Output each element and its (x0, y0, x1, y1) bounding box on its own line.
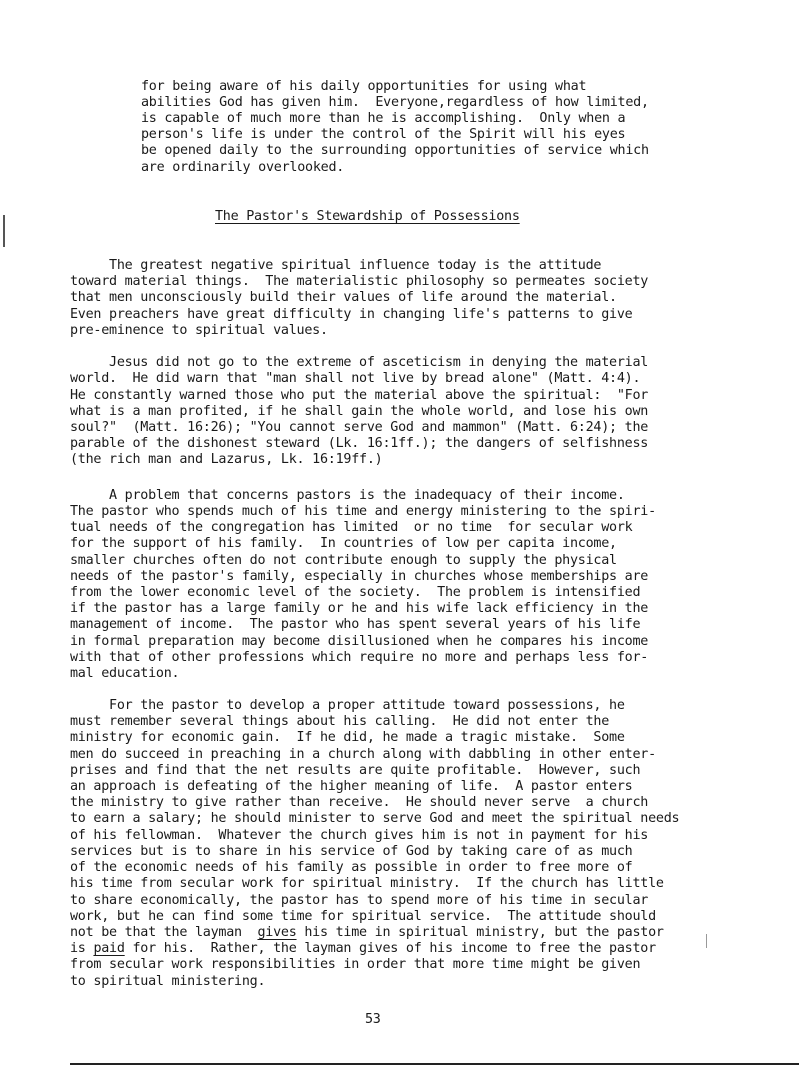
paragraph-1-line: The greatest negative spiritual influence today is the attitude (70, 258, 602, 273)
intro-line: abilities God has given him. Everyone,regardless of how limited, (141, 95, 649, 110)
intro-line: be opened daily to the surrounding opportunities of service which (141, 143, 649, 158)
paragraph-4-line: of the economic needs of his family as possible in order to free more of (70, 860, 633, 875)
paragraph-3-line: from the lower economic level of the society. The problem is intensified (70, 585, 641, 600)
paragraph-4-line (70, 925, 664, 941)
underlined-word-gives: gives (257, 925, 297, 940)
paragraph-3-line: mal education. (70, 666, 180, 681)
paragraph-4-line: For the pastor to develop a proper attitude toward possessions, he (70, 698, 625, 713)
paragraph-2-line: what is a man profited, if he shall gain the whole world, and lose his own (70, 404, 649, 419)
paragraph-3-line: management of income. The pastor who has spent several years of his life (70, 617, 641, 632)
paragraph-4-line: prises and find that the net results are quite profitable. However, such (70, 763, 641, 778)
paragraph-3-line: with that of other professions which require no more and perhaps less for- (70, 650, 649, 665)
paragraph-4-line: an approach is defeating of the higher meaning of life. A pastor enters (70, 779, 633, 794)
paragraph-3-line: tual needs of the congregation has limited or no time for secular work (70, 520, 633, 535)
paragraph-1-line: Even preachers have great difficulty in changing life's patterns to give (70, 307, 633, 322)
paragraph-4-line: work, but he can find some time for spiritual service. The attitude should (70, 909, 656, 924)
paragraph-3-line: in formal preparation may become disillusioned when he compares his income (70, 634, 649, 649)
paragraph-2-line: parable of the dishonest steward (Lk. 16:1ff.); the dangers of selfishness (70, 436, 649, 451)
paragraph-3-line: The pastor who spends much of his time and energy ministering to the spiri- (70, 504, 656, 519)
underlined-word-paid: paid (93, 941, 125, 956)
paragraph-2-line: (the rich man and Lazarus, Lk. 16:19ff.) (70, 452, 383, 467)
paragraph-4-line: to share economically, the pastor has to spend more of his time in secular (70, 893, 649, 908)
intro-line: person's life is under the control of the Spirit will his eyes (141, 127, 626, 142)
line-text: is (70, 941, 94, 956)
intro-line: is capable of much more than he is accomplishing. Only when a (141, 111, 626, 126)
paragraph-4-line: his time from secular work for spiritual ministry. If the church has little (70, 876, 664, 891)
paragraph-3-line: needs of the pastor's family, especially in churches whose memberships are (70, 569, 649, 584)
paragraph-2-line: world. He did warn that "man shall not live by bread alone" (Matt. 4:4). (70, 371, 641, 386)
section-heading: The Pastor's Stewardship of Possessions (215, 209, 520, 224)
line-text: for his. Rather, the layman gives of his income to free the pastor (124, 941, 656, 956)
paragraph-3-line: if the pastor has a large family or he and his wife lack efficiency in the (70, 601, 649, 616)
scan-mark (706, 934, 707, 948)
paragraph-1-line: pre-eminence to spiritual values. (70, 323, 328, 338)
paragraph-4-line: to spiritual ministering. (70, 974, 266, 989)
paragraph-4-line: the ministry to give rather than receive. He should never serve a church (70, 795, 649, 810)
paragraph-4-line: to earn a salary; he should minister to serve God and meet the spiritual needs (70, 811, 680, 826)
paragraph-1-line: that men unconsciously build their values of life around the material. (70, 290, 617, 305)
paragraph-2-line: Jesus did not go to the extreme of asceticism in denying the material (70, 355, 649, 370)
scan-edge-mark (3, 215, 5, 247)
intro-line: for being aware of his daily opportunities for using what (141, 79, 587, 94)
scan-bottom-edge (70, 1063, 799, 1065)
paragraph-4-line: men do succeed in preaching in a church along with dabbling in other enter- (70, 747, 656, 762)
paragraph-2-line: soul?" (Matt. 16:26); "You cannot serve God and mammon" (Matt. 6:24); the (70, 420, 649, 435)
paragraph-4-line: services but is to share in his service of God by taking care of as much (70, 844, 633, 859)
paragraph-3-line: for the support of his family. In countries of low per capita income, (70, 536, 617, 551)
line-text: not be that the layman (70, 925, 258, 940)
paragraph-4-line: ministry for economic gain. If he did, he made a tragic mistake. Some (70, 730, 625, 745)
paragraph-4-line: from secular work responsibilities in order that more time might be given (70, 957, 641, 972)
paragraph-2-line: He constantly warned those who put the material above the spiritual: "For (70, 388, 649, 403)
paragraph-3-line: A problem that concerns pastors is the inadequacy of their income. (70, 488, 625, 503)
intro-line: are ordinarily overlooked. (141, 160, 345, 175)
line-text: his time in spiritual ministry, but the pastor (296, 925, 664, 940)
paragraph-4-line: must remember several things about his calling. He did not enter the (70, 714, 610, 729)
paragraph-4-line: of his fellowman. Whatever the church gives him is not in payment for his (70, 828, 649, 843)
paragraph-3-line: smaller churches often do not contribute enough to supply the physical (70, 553, 617, 568)
paragraph-1-line: toward material things. The materialistic philosophy so permeates society (70, 274, 649, 289)
page-number: 53 (365, 1012, 381, 1027)
paragraph-4-line (70, 941, 656, 957)
